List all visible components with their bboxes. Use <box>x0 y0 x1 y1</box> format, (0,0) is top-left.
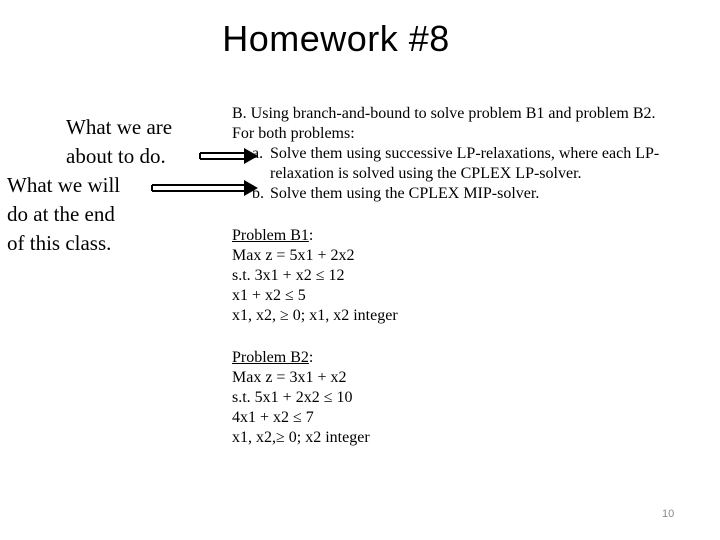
list-item <box>232 144 659 184</box>
problem-line: x1, x2, ≥ 0; x1, x2 integer <box>232 307 398 324</box>
problem-label-suffix: : <box>308 227 314 244</box>
problem-b1-heading <box>232 226 659 246</box>
list-marker: b. <box>252 185 264 202</box>
problem-b2-heading <box>232 348 659 368</box>
problem-label: Problem B2 <box>232 349 309 366</box>
note-line: about to do. <box>66 144 166 168</box>
list-item-text: Solve them using the CPLEX MIP-solver. <box>270 185 540 202</box>
assignment-scan <box>232 104 659 448</box>
note-line: do at the end <box>7 202 115 226</box>
note-line: of this class. <box>7 231 112 255</box>
problem-label: Problem B1 <box>232 227 309 244</box>
list-item-text: relaxation is solved using the CPLEX LP-solver. <box>270 165 582 182</box>
note-line: What we will <box>7 173 121 197</box>
list-marker: a. <box>252 145 264 162</box>
problem-line: Max z = 3x1 + x2 <box>232 369 347 386</box>
page-number: 10 <box>662 508 675 520</box>
problem-line: 4x1 + x2 ≤ 7 <box>232 409 314 426</box>
problem-label-suffix: : <box>308 349 314 366</box>
slide-title: Homework #8 <box>222 18 450 59</box>
note-line: What we are <box>66 115 173 139</box>
assignment-subheading: For both problems: <box>232 125 355 142</box>
problem-line: s.t. 3x1 + x2 ≤ 12 <box>232 267 345 284</box>
note-end-of-class <box>7 171 120 258</box>
problem-line: s.t. 5x1 + 2x2 ≤ 10 <box>232 389 353 406</box>
problem-line: x1 + x2 ≤ 5 <box>232 287 306 304</box>
assignment-heading: B. Using branch-and-bound to solve problem B1 and problem B2. <box>232 105 656 122</box>
problem-line: Max z = 5x1 + 2x2 <box>232 247 355 264</box>
list-item-text: Solve them using successive LP-relaxations, where each LP- <box>270 145 660 162</box>
list-item <box>232 184 659 204</box>
problem-line: x1, x2,≥ 0; x2 integer <box>232 429 370 446</box>
note-about-to-do <box>66 113 172 171</box>
